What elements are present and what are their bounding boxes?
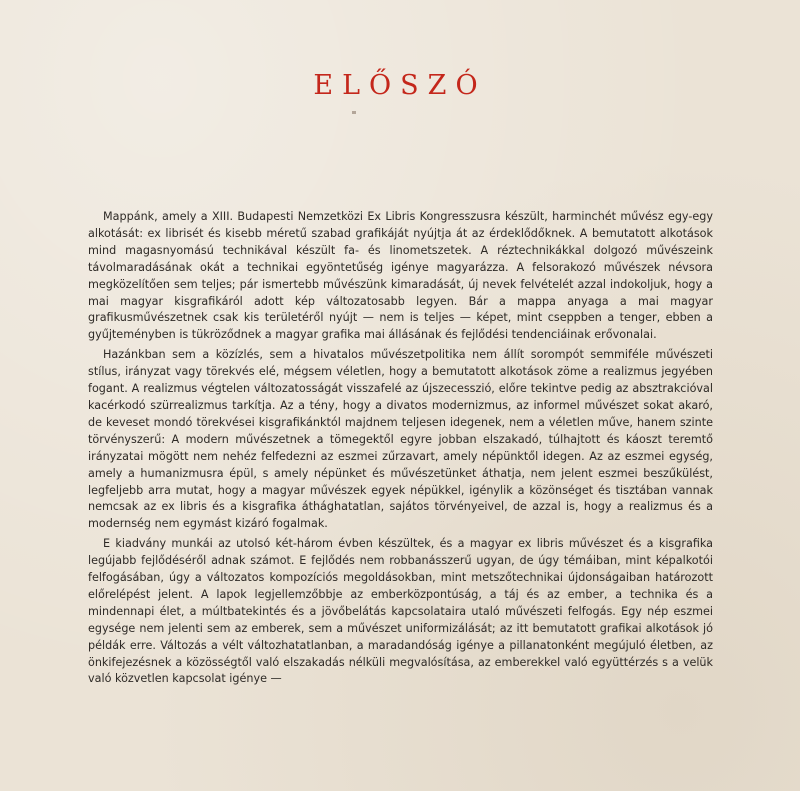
paragraph-1: Mappánk, amely a XIII. Budapesti Nemzetközi Ex Libris Kongresszusra készült, harminchét művész egy-egy alkotását: ex librisét és kisebb méretű szabad grafikáját nyújtja át az érdeklődőknek. A bemutatott alkotások mind magasnyomású technikával készült fa- és linometszetek. A réztechnikákkal dolgozó művészeink távolmaradásának okát a technikai egyöntetűség igénye magyarázza. A felsorakozó művészek névsora megközelítően sem teljes; pár ismertebb művészünk kimaradását, új nevek felvételét azzal indokoljuk, hogy a mai magyar kisgrafikáról adott kép változatosabb legyen. Bár a mappa anyaga a mai magyar grafikusművészetnek csak kis területéről nyújt — nem is teljes — képet, mint cseppben a tenger, ebben a gyűjteményben is tükröződnek a magyar grafika mai állásának és fejlődési tendenciáinak erővonalai. — [88, 210, 713, 342]
ink-mark — [352, 111, 356, 114]
page-title: ELŐSZÓ — [313, 70, 487, 101]
paragraph-2: Hazánkban sem a közízlés, sem a hivatalos művészetpolitika nem állít sorompót semmiféle művészeti stílus, irányzat vagy törekvés elé, mégsem véletlen, hogy a bemutatott alkotások zöme a realizmus jegyében fogant. A realizmus végtelen változatosságát visszafelé az újszecesszió, előre tekintve pedig az absztrakcióval kacérkodó szürrealizmus tarkítja. Az a tény, hogy a divatos modernizmus, az informel művészet sokat akaró, de keveset mondó törekvései kisgrafikánktól majdnem teljesen idegenek, nem a véletlen műve, hanem szinte törvényszerű: A modern művészetnek a tömegektől egyre jobban elszakadó, túlhajtott és káoszt teremtő irányzatai mögött nem nehéz felfedezni az eszmei zűrzavart, amely népünktől idegen. Az az eszmei egység, amely a humanizmusra épül, s amely népünket és művészetünket áthatja, nem jelent eszmei beszűkülést, legfeljebb arra mutat, hogy a magyar művészek egyek népükkel, igénylik a közönséget és tisztában vannak nemcsak az ex libris és a kisgrafika áthághatatlan, sajátos törvényeivel, de azzal is, hogy a realizmus és a modernség nem egymást kizáró fogalmak. — [88, 348, 713, 531]
paragraph-3: E kiadvány munkái az utolsó két-három évben készültek, és a magyar ex libris művészet és a kisgrafika legújabb fejlődéséről adnak számot. E fejlődés nem robbanásszerű ugyan, de úgy témáiban, mint képalkotói felfogásában, úgy a változatos kompozíciós megoldásokban, mint metszőtechnikai újdonságaiban határozott előrelépést jelent. A lapok legjellemzőbbje az emberközpontúság, a táj és az ember, a technika és a mindennapi élet, a múltbatekintés és a jövőbelátás kapcsolataira utaló művészeti felfogás. Egy nép eszmei egysége nem jelenti sem az emberek, sem a művészet uniformizálását; az itt bemutatott grafikai alkotások jó példák erre. Változás a vélt változhatatlanban, a maradandóság igénye a pillanatonként megújuló életben, az önkifejezésnek a közösségtől való elszakadás nélküli megvalósítása, az emberekkel való együttérzés s a velük való közvetlen kapcsolat igénye — — [88, 537, 713, 686]
preface-body — [88, 209, 713, 691]
